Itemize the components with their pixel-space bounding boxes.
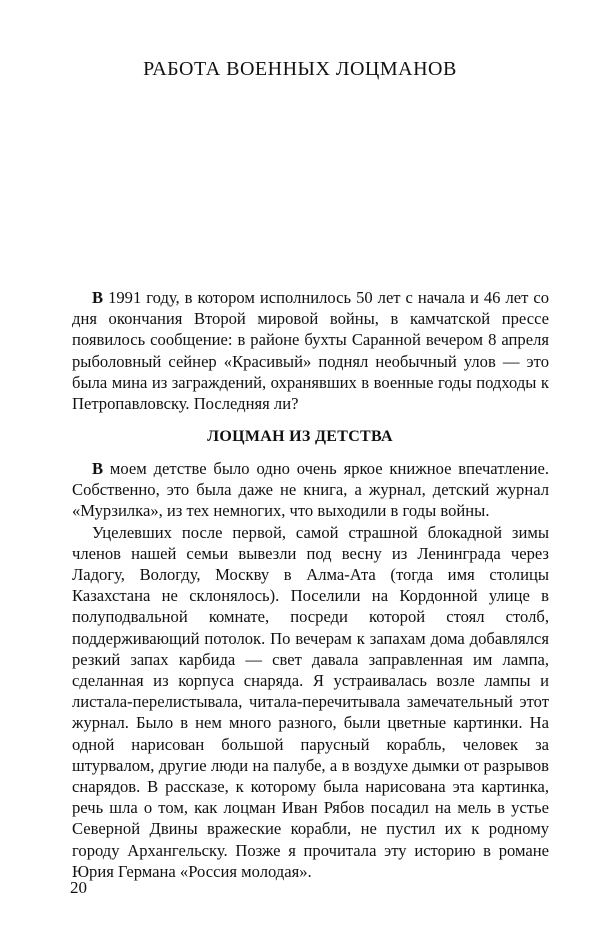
paragraph-1-lead-letter: В bbox=[92, 459, 104, 478]
section-heading: ЛОЦМАН ИЗ ДЕТСТВА bbox=[207, 428, 393, 445]
paragraph-2: Уцелевших после первой, самой страшной блокадной зимы членов нашей семьи вывезли под весну из Ленинграда через Ладогу, Вологду, Москву в Алма-Ата (тогда имя столицы Казахстана не склонялось). Поселили на Кордонной улице в полуподвальной комнате, посреди которой стоял столб, поддерживающий потолок. По вечерам к запахам дома добавлялся резкий запах карбида — свет давала заправленная им лампа, сделанная из корпуса снаряда. Я устраивалась возле лампы и листала-перелистывала, читала-перечитывала замечательный этот журнал. Было в нем много разного, были цветные картинки. На одной нарисован большой парусный корабль, человек за штурвалом, другие люди на палубе, а в воздухе дымки от разрывов снарядов. В рассказе, к которому была нарисована эта картинка, речь шла о том, как лоцман Иван Рябов посадил на мель в устье Северной Двины вражеские корабли, не пустил их к родному городу Архангельску. Позже я прочитала эту историю в романе Юрия Германа «Россия молодая». bbox=[72, 522, 549, 881]
paragraph-1-text: моем детстве было одно очень яркое книжное впечатление. Собственно, это была даже не книга, а журнал, детский журнал «Мурзилка», из тех немногих, что выходили в годы войны. bbox=[72, 459, 549, 521]
chapter-title: РАБОТА ВОЕННЫХ ЛОЦМАНОВ bbox=[143, 58, 457, 80]
intro-text: 1991 году, в котором исполнилось 50 лет с начала и 46 лет со дня окончания Второй мировой войны, в камчатской прессе появилось сообщение: в районе бухты Саранной вечером 8 апреля рыболовный сейнер «Красивый» поднял необычный улов — это была мина из заграждений, охранявших в военные годы подходы к Петропавловску. Последняя ли? bbox=[72, 288, 549, 414]
intro-paragraph bbox=[72, 287, 549, 414]
section-body bbox=[72, 458, 549, 882]
page-number: 20 bbox=[70, 878, 87, 897]
intro-lead-letter: В bbox=[92, 288, 104, 307]
paragraph-1 bbox=[72, 458, 549, 522]
